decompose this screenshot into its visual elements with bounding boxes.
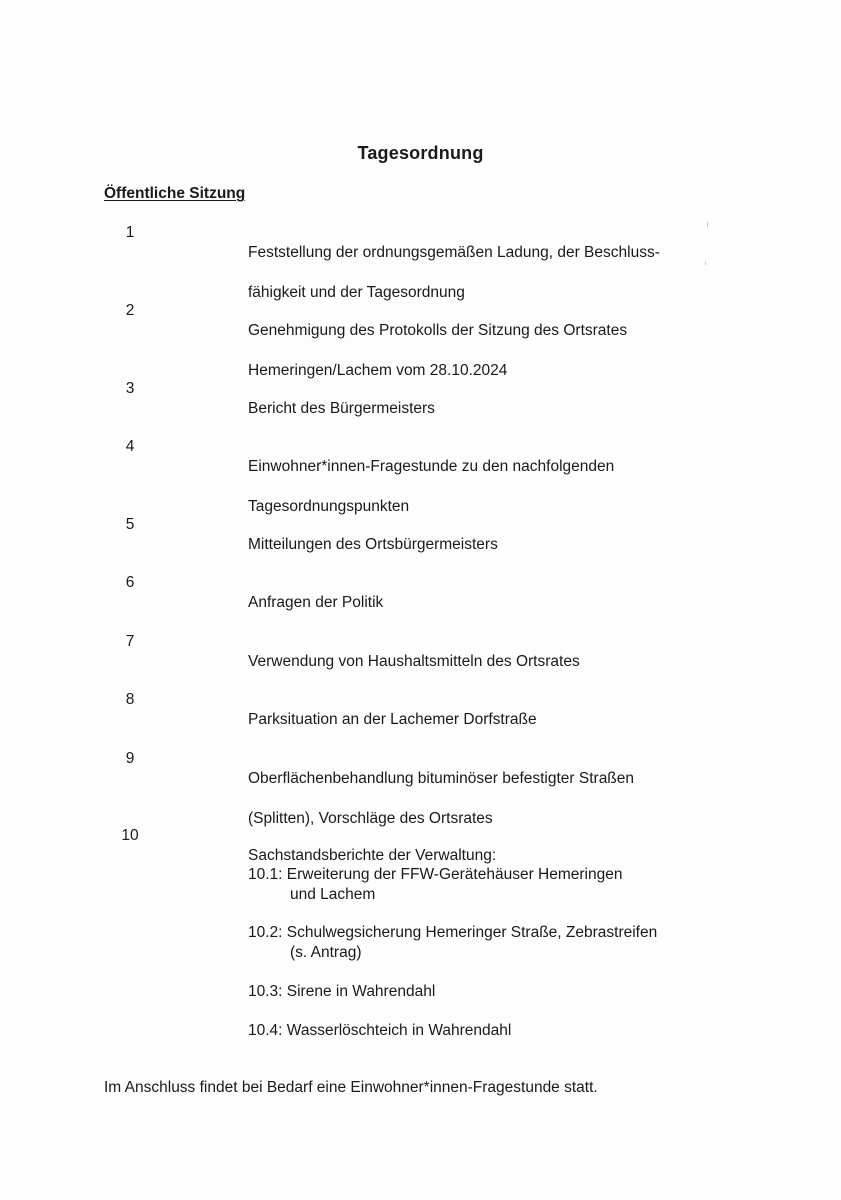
agenda-item-number: 6 bbox=[125, 574, 135, 591]
agenda-item-number: 9 bbox=[125, 750, 135, 767]
agenda-item-text-line1: Sachstandsberichte der Verwaltung: bbox=[248, 847, 497, 864]
agenda-item-number: 7 bbox=[125, 633, 135, 650]
section-heading: Öffentliche Sitzung bbox=[104, 185, 246, 202]
agenda-item-number: 3 bbox=[125, 380, 135, 397]
agenda-item-text-line1: Genehmigung des Protokolls der Sitzung des Ortsrates bbox=[248, 322, 628, 339]
sub-item-text-line2: (s. Antrag) bbox=[290, 944, 362, 961]
agenda-item-number: 8 bbox=[125, 691, 135, 708]
scan-speck bbox=[707, 222, 708, 227]
agenda-item-text-line2: Hemeringen/Lachem vom 28.10.2024 bbox=[248, 362, 508, 379]
agenda-sub-item-10-3 bbox=[248, 982, 718, 1002]
agenda-item-text-line1: Oberflächenbehandlung bituminöser befestigter Straßen bbox=[248, 770, 635, 787]
agenda-item-text-line1: Mitteilungen des Ortsbürgermeisters bbox=[248, 536, 498, 553]
sub-item-text-line1: 10.3: Sirene in Wahrendahl bbox=[248, 983, 436, 1000]
agenda-item-number: 4 bbox=[125, 438, 135, 455]
agenda-item-number: 10 bbox=[121, 827, 139, 844]
agenda-item-text-line2: fähigkeit und der Tagesordnung bbox=[248, 284, 465, 301]
agenda-item-text-line1: Anfragen der Politik bbox=[248, 594, 384, 611]
agenda-sub-item-10-4 bbox=[248, 1021, 718, 1041]
agenda-item-text-line1: Feststellung der ordnungsgemäßen Ladung, der Beschluss- bbox=[248, 244, 660, 261]
sub-item-text-line1: 10.2: Schulwegsicherung Hemeringer Straße, Zebrastreifen bbox=[248, 924, 658, 941]
sub-item-text-line2: und Lachem bbox=[290, 886, 376, 903]
scan-speck bbox=[705, 262, 706, 265]
agenda-sub-item-10-1 bbox=[248, 865, 718, 905]
agenda-item-text-line2: Tagesordnungspunkten bbox=[248, 498, 410, 515]
sub-item-text-line1: 10.4: Wasserlöschteich in Wahrendahl bbox=[248, 1022, 512, 1039]
sub-item-text-line1: 10.1: Erweiterung der FFW-Gerätehäuser Hemeringen bbox=[248, 866, 623, 883]
agenda-sub-item-10-2 bbox=[248, 923, 718, 963]
agenda-item-number: 2 bbox=[125, 302, 135, 319]
agenda-item-text-line1: Verwendung von Haushaltsmitteln des Ortsrates bbox=[248, 653, 580, 670]
page-title: Tagesordnung bbox=[357, 143, 484, 163]
agenda-item-text-line1: Bericht des Bürgermeisters bbox=[248, 400, 435, 417]
agenda-item-text-line1: Parksituation an der Lachemer Dorfstraße bbox=[248, 711, 537, 728]
agenda-item-text-line1: Einwohner*innen-Fragestunde zu den nachfolgenden bbox=[248, 458, 615, 475]
footer-note: Im Anschluss findet bei Bedarf eine Einwohner*innen-Fragestunde statt. bbox=[104, 1079, 598, 1096]
agenda-item-text-line2: (Splitten), Vorschläge des Ortsrates bbox=[248, 810, 493, 827]
agenda-item-number: 5 bbox=[125, 516, 135, 533]
agenda-item-number: 1 bbox=[125, 224, 135, 241]
